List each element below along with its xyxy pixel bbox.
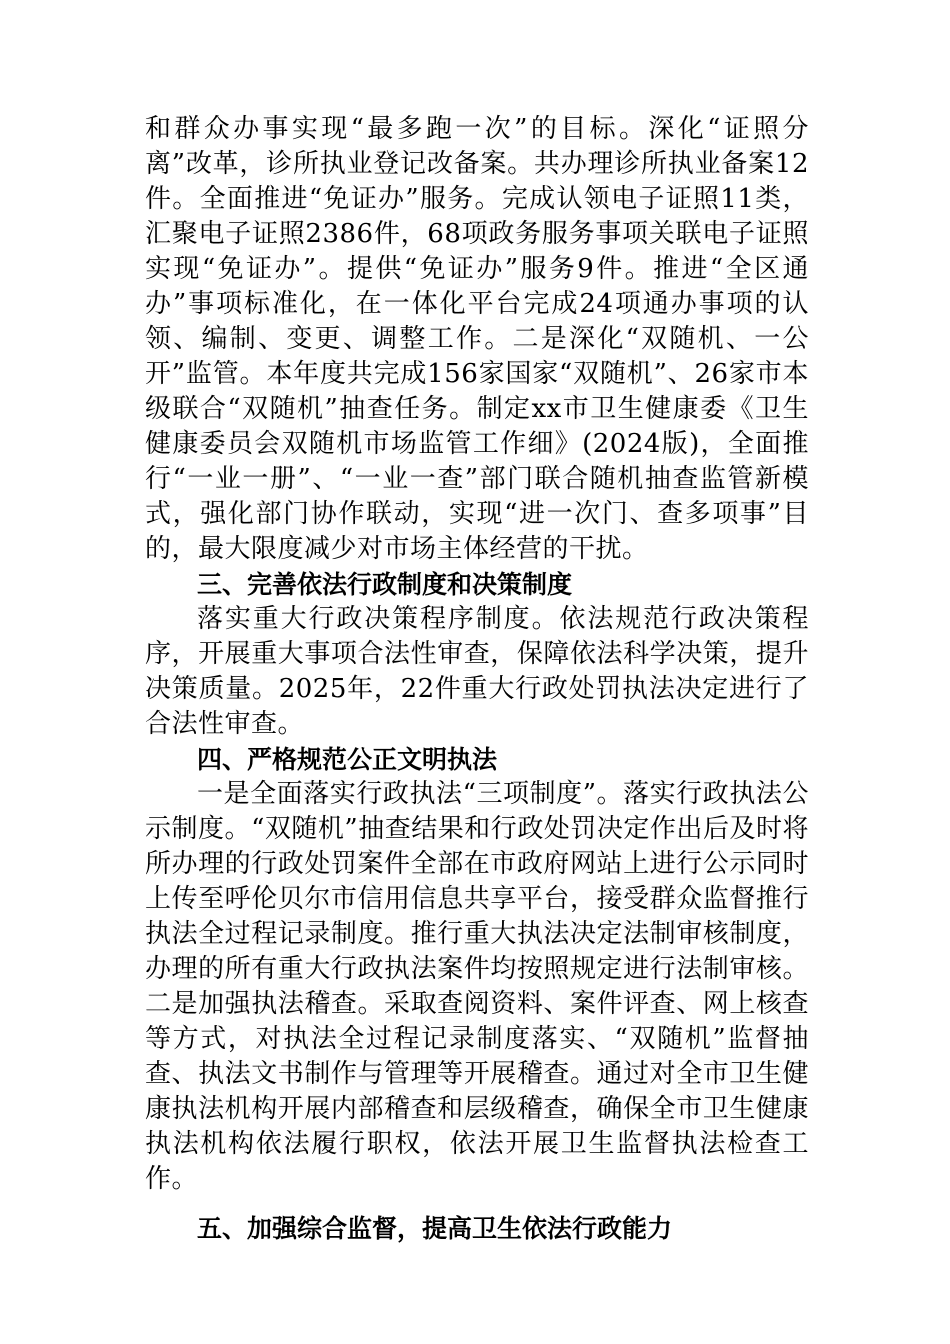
section-heading-3: 三、完善依法行政制度和决策制度 [197,570,573,599]
document-page [145,112,809,1246]
body-paragraph-law-enforcement: 一是全面落实行政执法“三项制度”。落实行政执法公示制度。“双随机”抽查结果和行政处罚决定作出后及时将所办理的行政处罚案件全部在市政府网站上进行公示同时上传至呼伦贝尔市信用信息共享平台，接受群众监督推行执法全过程记录制度。推行重大执法决定法制审核制度，办理的所有重大行政执法案件均按照规定进行法制审核。二是加强执法稽查。采取查阅资料、案件评查、网上核查等方式，对执法全过程记录制度落实、“双随机”监督抽查、执法文书制作与管理等开展稽查。通过对全市卫生健康执法机构开展内部稽查和层级稽查，确保全市卫生健康执法机构依法履行职权，依法开展卫生监督执法检查工作。 [145,779,809,1194]
section-heading-5: 五、加强综合监督，提高卫生依法行政能力 [197,1214,673,1243]
section-heading-4: 四、严格规范公正文明执法 [197,745,498,774]
body-paragraph-continuation: 和群众办事实现“最多跑一次”的目标。深化“证照分离”改革，诊所执业登记改备案。共办理诊所执业备案12件。全面推进“免证办”服务。完成认领电子证照11类，汇聚电子证照2386件，68项政务服务事项关联电子证照实现“免证办”。提供“免证办”服务9件。推进“全区通办”事项标准化，在一体化平台完成24项通办事项的认领、编制、变更、调整工作。二是深化“双随机、一公开”监管。本年度共完成156家国家“双随机”、26家市本级联合“双随机”抽查任务。制定xx市卫生健康委《卫生健康委员会双随机市场监管工作细》(2024版)，全面推行“一业一册”、“一业一查”部门联合随机抽查监管新模式，强化部门协作联动，实现“进一次门、查多项事”目的，最大限度减少对市场主体经营的干扰。 [145,114,809,564]
body-paragraph-decision-system: 落实重大行政决策程序制度。依法规范行政决策程序，开展重大事项合法性审查，保障依法科学决策，提升决策质量。2025年，22件重大行政处罚执法决定进行了合法性审查。 [145,604,809,739]
